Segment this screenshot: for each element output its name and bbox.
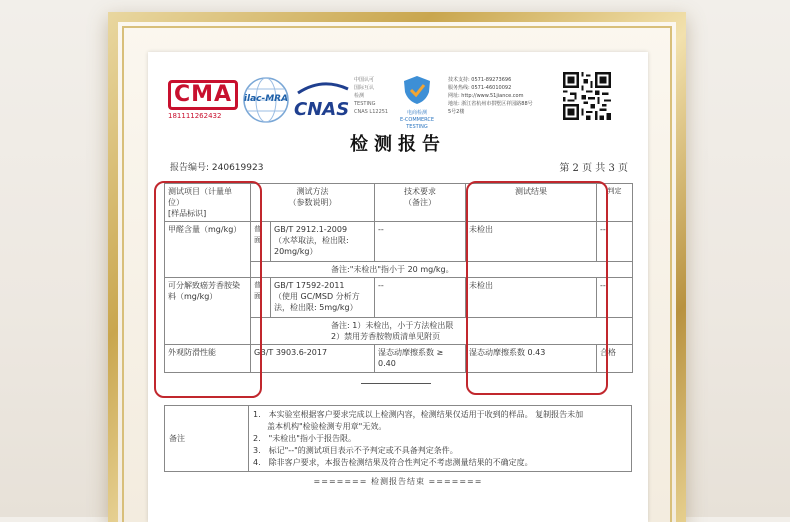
cell-part: 普面 (251, 278, 271, 318)
cell-note: 备注:"未检出"指小于 20 mg/kg。 (251, 262, 633, 278)
badge-caption-en: E-COMMERCE TESTING (399, 117, 435, 130)
header-cell-method: 测试方法 （参数说明） (251, 184, 375, 222)
remarks-row (165, 406, 632, 472)
shield-check-icon (402, 74, 432, 106)
cnas-caption (354, 76, 390, 116)
remark-line: 2. "未检出"指小于报告限。 (253, 433, 356, 443)
header-cell-requirement: 技术要求 （备注） (375, 184, 466, 222)
ilac-text: ilac-MRA (243, 94, 289, 104)
cell-requirement: 湿态动摩擦系数 ≥ 0.40 (375, 345, 466, 373)
cell-requirement: -- (375, 222, 466, 262)
divider (361, 383, 431, 384)
page-indicator: 第 2 页 共 3 页 (559, 163, 628, 174)
highlight-test-items (154, 181, 262, 398)
cnas-logo (294, 80, 350, 120)
remark-line: 盖本机构"检验检测专用章"无效。 (267, 421, 387, 431)
highlight-test-results (466, 181, 608, 395)
cell-item: 可分解致癌芳香胺染 料（mg/kg） (165, 278, 251, 345)
ecommerce-testing-badge (394, 74, 440, 131)
cell-result: 未检出 (466, 278, 597, 318)
cnas-caption-line: TESTING (354, 101, 376, 107)
report-number: 报告编号: 240619923 (170, 163, 264, 173)
remark-line: 3. 标记"--"的测试项目表示不予判定或不具备判定条件。 (253, 445, 458, 455)
cnas-caption-line: 中国认可 (354, 77, 375, 83)
cell-method: GB/T 17592-2011 （使用 GC/MSD 分析方 法，检出限: 5mg/kg） (271, 278, 375, 318)
report-title: 检测报告 (350, 134, 446, 155)
cma-mark: CMA (168, 80, 238, 110)
cell-requirement: -- (375, 278, 466, 318)
remarks-table (164, 405, 632, 472)
cell-result: 湿态动摩擦系数 0.43 (466, 345, 597, 373)
badge-caption: 电商检测 (406, 110, 427, 116)
contact-info (448, 76, 558, 116)
ilac-mra-logo (242, 76, 290, 124)
header-cell-judge: 判定 (597, 184, 633, 222)
qr-code-icon (563, 72, 611, 120)
cnas-caption-line: 检测 (354, 93, 365, 99)
cell-judge: -- (597, 278, 633, 318)
cell-item: 外观防滑性能 (165, 345, 251, 373)
contact-line: 服务热线: 0571-46010092 (448, 85, 512, 91)
cell-method: GB/T 2912.1-2009 （水萃取法，检出限: 20mg/kg） (271, 222, 375, 262)
contact-line: 地址: 浙江省杭州市拱墅区祥园路88号 (448, 101, 533, 107)
cell-note: 备注: 1）未检出，小于方法检出限 2）禁用芳香胺物质清单见附页 (251, 318, 633, 345)
cell-item: 甲醛含量（mg/kg） (165, 222, 251, 278)
cell-result: 未检出 (466, 222, 597, 262)
contact-line: 5号2楼 (448, 109, 465, 115)
contact-line: 技术支持: 0571-89273696 (448, 77, 512, 83)
report-end-marker: ======= 检测报告结束 ======= (313, 477, 483, 486)
cma-logo (168, 80, 238, 120)
cnas-text: CNAS (294, 99, 350, 120)
contact-line: 网址: http://www.51jiance.com (448, 93, 524, 99)
remarks-content (249, 406, 632, 472)
cell-judge: -- (597, 222, 633, 262)
cnas-swoosh-icon (294, 81, 350, 95)
cnas-caption-line: 国际互认 (354, 85, 375, 91)
cell-judge: 合格 (597, 345, 633, 373)
header-cell-result: 测试结果 (466, 184, 597, 222)
cma-number: 181111262432 (168, 112, 222, 120)
remark-line: 4. 除非客户要求，本报告检测结果及符合性判定不考虑测量结果的不确定度。 (253, 457, 533, 467)
cnas-caption-line: CNAS L12251 (354, 109, 389, 115)
remarks-label: 备注 (165, 406, 249, 472)
cell-method: GB/T 3903.6-2017 (251, 345, 375, 373)
header-cell-item: 测试项目（计量单位） [样品标识] (165, 184, 251, 222)
cell-part: 普面 (251, 222, 271, 262)
remark-line: 1. 本实验室根据客户要求完成以上检测内容，检测结果仅适用于收到的样品。 复制报告未加 (253, 409, 584, 419)
